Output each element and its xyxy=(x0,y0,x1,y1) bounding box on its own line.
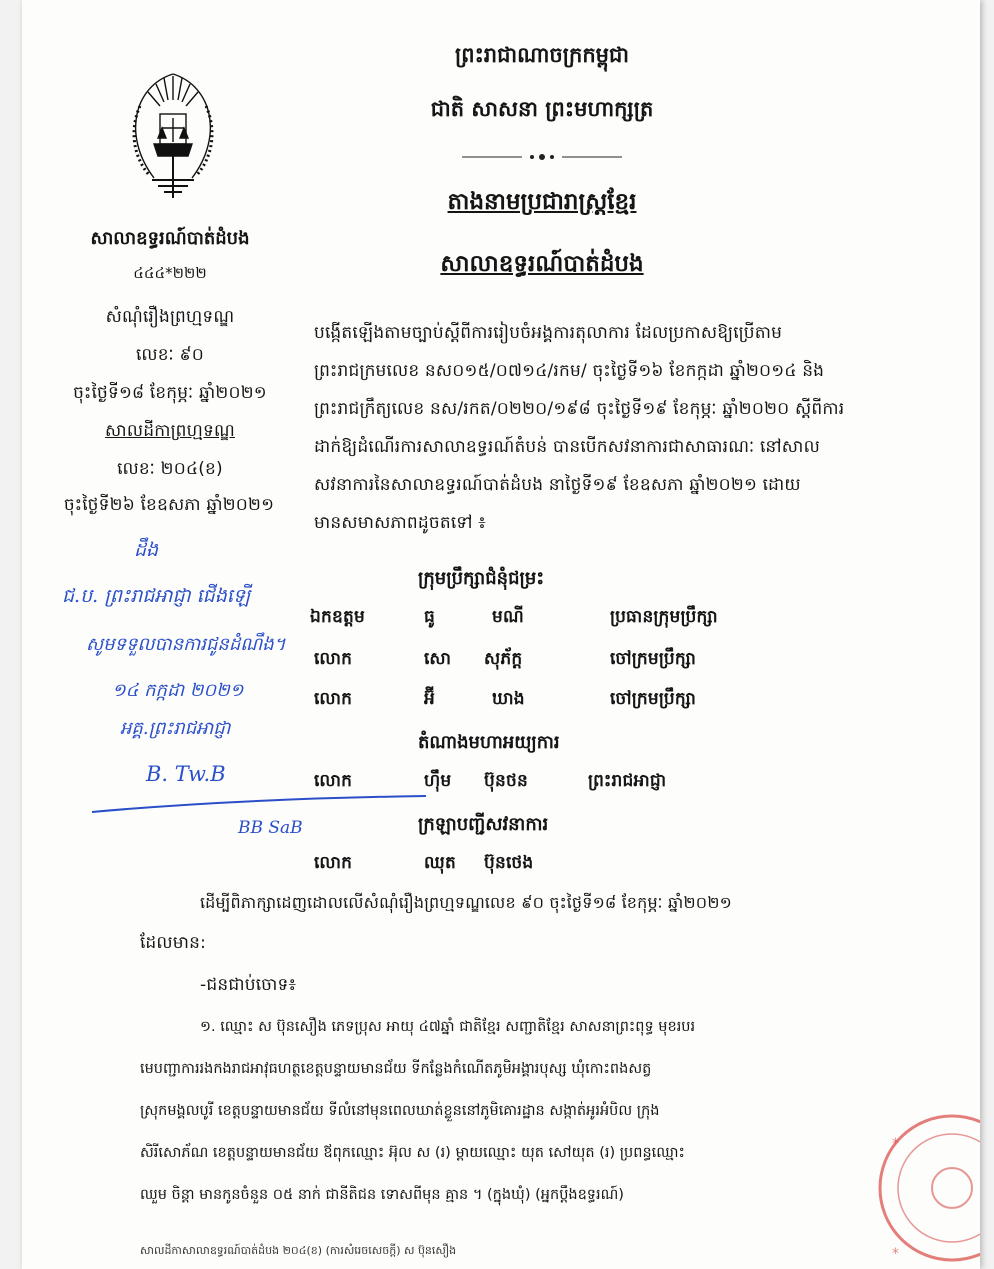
prosecutor-first: ហ៊ឹម xyxy=(424,771,452,791)
court-heading: សាលាឧទ្ធរណ៍បាត់ដំបង xyxy=(440,251,644,277)
svg-text:*: * xyxy=(892,1246,899,1262)
judgment-number: លេខៈ ២០៤(ខ) xyxy=(117,459,223,479)
court-emblem-icon xyxy=(114,66,232,206)
clerk-heading: ក្រឡាបញ្ជីសវនាការ xyxy=(418,814,549,835)
panel-1-last: មណី xyxy=(492,607,524,627)
handwritten-note-1: ជ.ប. ព្រះរាជអាជ្ញា ជើងឡើ xyxy=(62,585,250,607)
judgment-title: សាលដីកាព្រហ្មទណ្ឌ xyxy=(105,421,235,441)
in-the-name-heading: តាងនាមប្រជារាស្ត្រខ្មែរ xyxy=(447,189,637,215)
prosecution-heading: តំណាងមហាអយ្យការ xyxy=(418,732,560,753)
ornament-divider-icon xyxy=(462,150,622,164)
footer-note: សាលដីកាសាលាឧទ្ធរណ៍បាត់ដំបង ២០៤(ខ) (ការសំរេចសេចក្តី) ស ប៊ុនសឿង xyxy=(140,1244,457,1257)
panel-2-title: លោក xyxy=(314,649,353,669)
handwritten-note-0: ដឹង xyxy=(134,539,159,561)
panel-2-role: ចៅក្រមប្រឹក្សា xyxy=(610,649,697,669)
handwritten-note-2: សូមទទួលបានការជូនដំណឹង។ xyxy=(86,634,286,655)
intro-line-5: សវនាការនៃសាលាឧទ្ធរណ៍បាត់ដំបង នាថ្ងៃទី១៩ ខែឧសភា ឆ្នាំ២០២១ ដោយ xyxy=(314,475,801,495)
handwritten-initials: BB SaB xyxy=(238,818,303,838)
left-code: ៤៤៤*២២២ xyxy=(133,264,207,282)
intro-line-3: ព្រះរាជក្រឹត្យលេខ នស/រកត/០២២០/១៩៨ ចុះថ្ងៃទី១៩ ខែកុម្ភៈ ឆ្នាំ២០២០ ស្តីពីការ xyxy=(314,399,845,419)
panel-3-last: ឃាង xyxy=(492,689,525,709)
svg-text:*: * xyxy=(892,1136,899,1152)
clerk-last: ប៊ុនថេង xyxy=(484,853,534,873)
accused-line-4: សិរីសោភ័ណ ខេត្តបន្ទាយមានជ័យ ឪពុកឈ្មោះ អ៊ុល ស (រ) ម្តាយឈ្មោះ យុត សៅយុត (រ) ប្រពន្ធឈ្មោះ xyxy=(140,1145,685,1161)
panel-1-first: ធូ xyxy=(424,607,435,627)
intro-line-6: មានសមាសភាពដូចតទៅ ៖ xyxy=(314,513,486,533)
purpose-line: ដើម្បីពិភាក្សាដេញដោលលើសំណុំរឿងព្រហ្មទណ្ឌលេខ ៩០ ចុះថ្ងៃទី១៨ ខែកុម្ភៈ ឆ្នាំ២០២១ xyxy=(200,893,732,912)
case-number: លេខៈ ៩០ xyxy=(135,345,205,365)
intro-line-4: ដាក់ឱ្យដំណើរការសាលាឧទ្ធរណ៍តំបន់ បានបើកសវនាការជាសាធារណៈ នៅសាល xyxy=(314,437,820,457)
accused-heading: -ជនជាប់ចោទ៖ xyxy=(200,975,297,995)
panel-1-title: ឯកឧត្តម xyxy=(310,607,365,627)
panel-1-role: ប្រធានក្រុមប្រឹក្សា xyxy=(610,607,718,627)
handwritten-note-3: ១៤ កក្កដា ២០២១ xyxy=(112,680,244,701)
handwritten-stroke xyxy=(90,792,430,816)
prosecutor-role: ព្រះរាជអាជ្ញា xyxy=(588,771,667,791)
national-motto: ជាតិ សាសនា ព្រះមហាក្សត្រ xyxy=(430,97,654,121)
intro-line-2: ព្រះរាជក្រមលេខ នស០១៥/០៧១៤/រកម/ ចុះថ្ងៃទី១៦ ខែកក្កដា ឆ្នាំ២០១៤ និង xyxy=(314,361,825,381)
judgment-date: ចុះថ្ងៃទី២៦ ខែឧសភា ឆ្នាំ២០២១ xyxy=(63,495,275,515)
handwritten-signature: B. Tw.B xyxy=(146,762,226,786)
clerk-first: ឈុត xyxy=(424,853,456,873)
case-date: ចុះថ្ងៃទី១៨ ខែកុម្ភៈ ឆ្នាំ២០២១ xyxy=(73,383,267,403)
document-page xyxy=(22,0,980,1269)
kingdom-title: ព្រះរាជាណាចក្រកម្ពុជា xyxy=(454,43,629,67)
panel-3-role: ចៅក្រមប្រឹក្សា xyxy=(610,689,697,709)
accused-line-5: ឈួម ចិន្តា មានកូនចំនួន ០៥ នាក់ ជានីតិជន ទោសពីមុន គ្មាន ។ (ក្នុងឃុំ) (អ្នកប្តឹងឧទ្ធរណ៍) xyxy=(140,1187,624,1203)
prosecutor-last: ប៊ុនថន xyxy=(484,771,528,791)
prosecutor-title: លោក xyxy=(314,771,353,791)
intro-line-1: បង្កើតឡើងតាមច្បាប់ស្តីពីការរៀបចំអង្គការតុលាការ ដែលប្រកាសឱ្យប្រើតាម xyxy=(314,323,783,343)
case-file-label: សំណុំរឿងព្រហ្មទណ្ឌ xyxy=(105,307,235,327)
handwritten-note-4: អគ្គ.ព្រះរាជអាជ្ញា xyxy=(120,718,231,739)
court-stamp-icon xyxy=(872,1108,980,1268)
accused-line-3: ស្រុកមង្គលបូរី ខេត្តបន្ទាយមានជ័យ ទីលំនៅមុនពេលឃាត់ខ្លួននៅភូមិគោរដ្ឋាន សង្កាត់អូរអំបិល ក្រុង xyxy=(140,1103,660,1119)
panel-3-first: អ៊ី xyxy=(424,689,435,709)
panel-3-title: លោក xyxy=(314,689,353,709)
having-label: ដែលមាន: xyxy=(140,933,207,953)
panel-2-last: សុភ័ក្ត xyxy=(484,649,523,669)
left-court-name: សាលាឧទ្ធរណ៍បាត់ដំបង xyxy=(90,228,250,249)
accused-line-2: មេបញ្ជាការរងកងរាជអាវុធហត្ថខេត្តបន្ទាយមានជ័យ ទីកន្លែងកំណើតភូមិអង្គារបុស្ស ឃុំកោះពងសត្វ xyxy=(140,1061,652,1077)
accused-line-1: ១. ឈ្មោះ ស ប៊ុនសឿង ភេទប្រុស អាយុ ៤៧ឆ្នាំ ជាតិខ្មែរ សញ្ជាតិខ្មែរ សាសនាព្រះពុទ្ធ មុខរបរ xyxy=(200,1019,696,1035)
panel-heading: ក្រុមប្រឹក្សាជំនុំជម្រះ xyxy=(418,568,545,589)
panel-2-first: សោ xyxy=(424,649,452,669)
clerk-title: លោក xyxy=(314,853,353,873)
